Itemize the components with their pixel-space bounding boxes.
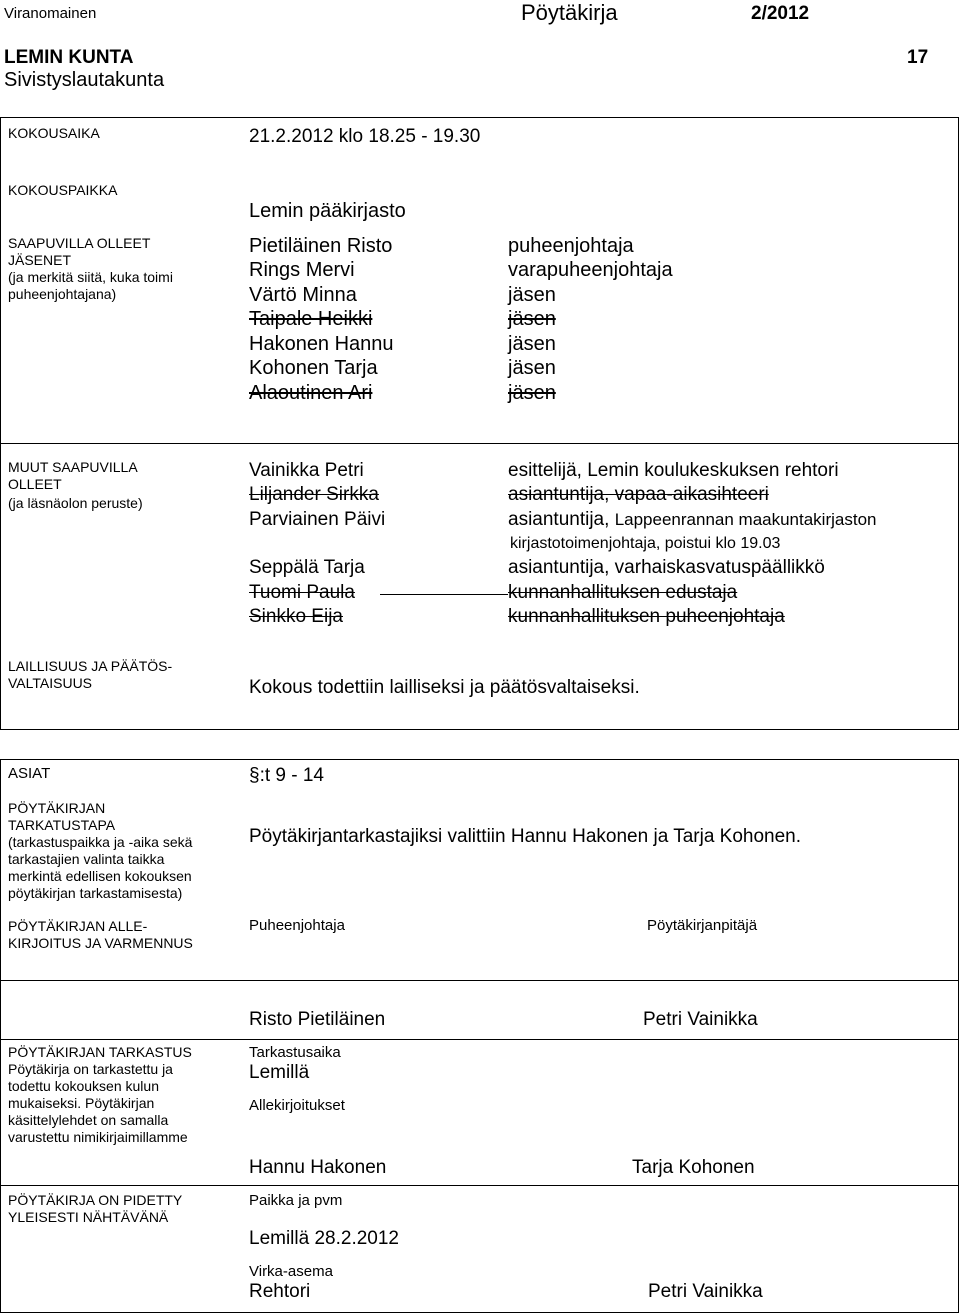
attendee-role-struck: asiantuntija, vapaa-aikasihteeri (508, 484, 769, 505)
signature-label: PÖYTÄKIRJAN ALLE- KIRJOITUS JA VARMENNUS (8, 918, 193, 951)
attendee-role: asiantuntija, Lappeenrannan maakuntakirjaston (508, 509, 877, 530)
member-name: Hakonen Hannu (249, 333, 394, 355)
attendee-name-struck: Liljander Sirkka (249, 484, 379, 505)
attendee-name-struck: Sinkko Eija (249, 606, 343, 627)
attendee-name: Parviainen Päivi (249, 509, 386, 530)
legality-statement: Kokous todettiin lailliseksi ja päätösvaltaiseksi. (249, 677, 640, 698)
inspection-time-label: Tarkastusaika (249, 1044, 341, 1061)
inspector-name: Hannu Hakonen (249, 1157, 387, 1178)
position-label: Virka-asema (249, 1263, 333, 1280)
member-name-struck: Taipale Heikki (249, 308, 373, 330)
attendees-label: SAAPUVILLA OLLEET JÄSENET (ja merkitä siitä, kuka toimi puheenjohtajana) (8, 235, 173, 302)
attendee-role: asiantuntija, varhaiskasvatuspäällikkö (508, 557, 825, 578)
authority-label: Viranomainen (4, 5, 97, 22)
review-method-value: Pöytäkirjantarkastajiksi valittiin Hannu Hakonen ja Tarja Kohonen. (249, 826, 802, 847)
inspection-place: Lemillä (249, 1062, 310, 1083)
member-role-struck: jäsen (508, 308, 556, 330)
inspector-name: Tarja Kohonen (632, 1157, 755, 1178)
member-role: varapuheenjohtaja (508, 259, 673, 281)
document-number: 2/2012 (751, 3, 810, 24)
meeting-time-label: KOKOUSAIKA (8, 125, 100, 141)
member-name: Pietiläinen Risto (249, 235, 393, 257)
attendee-name-struck: Tuomi Paula (249, 582, 355, 603)
page-number: 17 (907, 47, 929, 68)
attendee-role: esittelijä, Lemin koulukeskuksen rehtori (508, 460, 839, 481)
public-display-label: PÖYTÄKIRJA ON PIDETTY YLEISESTI NÄHTÄVÄNÄ (8, 1192, 183, 1225)
position-value: Rehtori (249, 1281, 311, 1302)
meeting-place-value: Lemin pääkirjasto (249, 200, 406, 222)
display-signer-name: Petri Vainikka (648, 1281, 763, 1302)
member-role: puheenjohtaja (508, 235, 634, 257)
meeting-time-value: 21.2.2012 klo 18.25 - 19.30 (249, 126, 481, 147)
member-role: jäsen (508, 284, 556, 306)
attendee-role-struck: kunnanhallituksen puheenjohtaja (508, 606, 785, 627)
secretary-label: Pöytäkirjanpitäjä (647, 917, 758, 934)
items-value: §:t 9 - 14 (249, 765, 324, 786)
document-type: Pöytäkirja (521, 0, 618, 25)
member-role-struck: jäsen (508, 382, 556, 404)
review-method-label: PÖYTÄKIRJAN TARKATUSTAPA (tarkastuspaikka ja -aika sekä tarkastajien valinta taikka merkintä edellisen kokouksen pöytäkirjan tarkastamisesta) (8, 800, 193, 901)
meeting-place-label: KOKOUSPAIKKA (8, 182, 118, 198)
legality-label: LAILLISUUS JA PÄÄTÖS- VALTAISUUS (8, 658, 173, 691)
items-label: ASIAT (8, 765, 51, 782)
chair-label: Puheenjohtaja (249, 917, 345, 934)
attendee-role-continued: kirjastotoimenjohtaja, poistui klo 19.03 (510, 535, 781, 552)
member-name-struck: Alaoutinen Ari (249, 382, 373, 404)
attendee-role-struck: kunnanhallituksen edustaja (508, 582, 738, 603)
place-date-value: Lemillä 28.2.2012 (249, 1228, 399, 1249)
member-name: Värtö Minna (249, 284, 357, 306)
member-role: jäsen (508, 357, 556, 379)
signatures-label: Allekirjoitukset (249, 1097, 345, 1114)
chair-name: Risto Pietiläinen (249, 1009, 386, 1030)
municipality-name: LEMIN KUNTA (4, 47, 134, 68)
attendee-name: Seppälä Tarja (249, 557, 365, 578)
member-name: Rings Mervi (249, 259, 355, 281)
attendee-name: Vainikka Petri (249, 460, 364, 481)
committee-name: Sivistyslautakunta (4, 69, 165, 91)
member-role: jäsen (508, 333, 556, 355)
inspection-label: PÖYTÄKIRJAN TARKASTUS Pöytäkirja on tarkastettu ja todettu kokouksen kulun mukaiseksi. Pöytäkirjan käsittelylehdet on samalla varustettu nimikirjaimillamme (8, 1044, 192, 1145)
other-attendees-label: MUUT SAAPUVILLA OLLEET (ja läsnäolon peruste) (8, 459, 143, 511)
secretary-name: Petri Vainikka (643, 1009, 758, 1030)
place-date-label: Paikka ja pvm (249, 1192, 343, 1209)
member-name: Kohonen Tarja (249, 357, 378, 379)
